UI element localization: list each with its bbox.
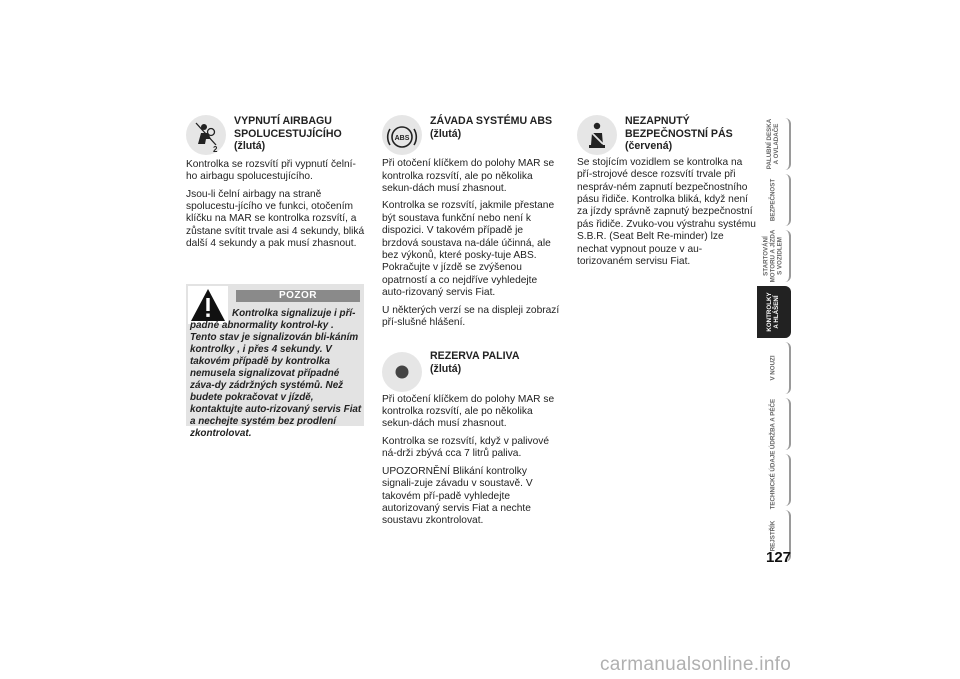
page-number: 127	[766, 549, 792, 566]
heading-fuel: REZERVA PALIVA (žlutá)	[430, 350, 520, 376]
column-abs-fuel	[382, 115, 562, 533]
tab-emergency[interactable]	[757, 342, 791, 394]
tab-label: BEZPEČNOST	[769, 178, 777, 222]
seatbelt-icon	[577, 115, 617, 155]
tab-starting-driving[interactable]	[757, 230, 791, 282]
tab-label: STARTOVÁNÍ MOTORU A JÍZDA S VOZIDLEM	[762, 229, 784, 283]
tab-maintenance[interactable]	[757, 398, 791, 450]
abs-paragraph-1: Při otočení klíčkem do polohy MAR se kontrolka rozsvítí, ale po několika sekun-dách musí zhasnout.	[382, 158, 555, 194]
airbag-off-icon	[186, 115, 226, 155]
fuel-paragraph-2: Kontrolka se rozsvítí, když v palivové ná-drži zbývá cca 7 litrů paliva.	[382, 435, 550, 460]
heading-airbag: VYPNUTÍ AIRBAGU SPOLUCESTUJÍCÍHO (žlutá)	[234, 115, 342, 153]
section-abs	[382, 115, 562, 140]
tab-label: TECHNICKÉ ÚDAJE	[769, 450, 777, 510]
fuel-reserve-icon	[382, 352, 422, 392]
warning-text: Kontrolka signalizuje i pří-padné abnormality kontrol-ky . Tento stav je signalizován bli-káním kontrolky , i přes 4 sekundy. V takovém případě by kontrolka nemusela signalizovat případné záva-dy zádržných systémů. Než budete pokračovat v jízdě, kontaktujte auto-rizovaný servis Fiat a nechejte systém bez prodlení zkontrolovat.	[190, 308, 362, 439]
column-airbag	[186, 115, 366, 256]
column-seatbelt	[577, 115, 757, 273]
abs-icon	[382, 115, 422, 155]
tab-label: ÚDRŽBA A PÉČE	[769, 398, 777, 450]
tab-label: KONTROLKY A HLÁŠENÍ	[766, 292, 780, 332]
heading-abs: ZÁVADA SYSTÉMU ABS (žlutá)	[430, 115, 553, 140]
watermark: carmanualsonline.info	[600, 654, 792, 675]
abs-label: ABS	[394, 135, 410, 142]
airbag-paragraph-1: Kontrolka se rozsvítí při vypnutí čelní-ho airbagu spolucestujícího.	[186, 158, 356, 183]
fuel-paragraph-3: UPOZORNĚNÍ Blikání kontrolky signali-zuje závadu v soustavě. V takovém pří-padě vyhledejte autorizovaný servis Fiat a nechte soustavu zkontrolovat.	[382, 465, 533, 527]
tab-safety[interactable]	[757, 174, 791, 226]
fuel-paragraph-1: Při otočení klíčkem do polohy MAR se kontrolka rozsvítí, ale po několika sekun-dách musí zhasnout.	[382, 393, 555, 430]
tab-technical-data[interactable]	[757, 450, 791, 510]
section-seatbelt	[577, 115, 757, 153]
section-fuel	[382, 350, 562, 375]
section-airbag-off	[186, 115, 366, 153]
heading-seatbelt: NEZAPNUTÝ BEZPEČNOSTNÍ PÁS (červená)	[625, 115, 733, 153]
seatbelt-paragraph-1: Se stojícím vozidlem se kontrolka na pří-strojové desce rozsvítí trvale při nespráv-ném zapnutí bezpečnostního pásu řidiče. Kontrolka bliká, když není za jízdy správně zapnutý bezpečnostní pás řidiče. Zvuko-vou výstrahu systému S.B.R. (Seat Belt Re-minder) lze nechat vypnout pouze v au-torizovaném servisu Fiat.	[577, 156, 756, 268]
tab-warning-lights[interactable]	[757, 286, 791, 338]
airbag-paragraph-2: Jsou-li čelní airbagy na straně spolucestu-jícího ve funkci, otočením klíčku na MAR se kontrolka rozsvítí, a zůstane svítit trvale asi 4 sekundy, bliká další 4 sekundy a pak musí zhasnout.	[186, 188, 365, 250]
tab-label: V NOUZI	[769, 355, 777, 381]
tab-label: REJSTŘÍK	[769, 520, 777, 552]
airbag-sub-label: 2	[213, 145, 218, 154]
tab-dashboard[interactable]	[757, 118, 791, 170]
abs-paragraph-3: U některých verzí se na displeji zobrazí pří-slušné hlášení.	[382, 304, 560, 329]
warning-box	[186, 284, 364, 439]
tab-label: PALUBNÍ DESKA A OVLADAČE	[766, 118, 780, 170]
abs-paragraph-2: Kontrolka se rozsvítí, jakmile přestane být soustava funkční nebo není k dispozici. V takovém případě je brzdová soustava na-dále účinná, ale bez výkonů, které posky-tuje ABS. Pokračujte v jízdě se zvýšenou opatrností a co nejdříve vyhledejte auto-rizovaný servis Fiat.	[382, 200, 555, 299]
warning-title: POZOR	[236, 290, 360, 302]
